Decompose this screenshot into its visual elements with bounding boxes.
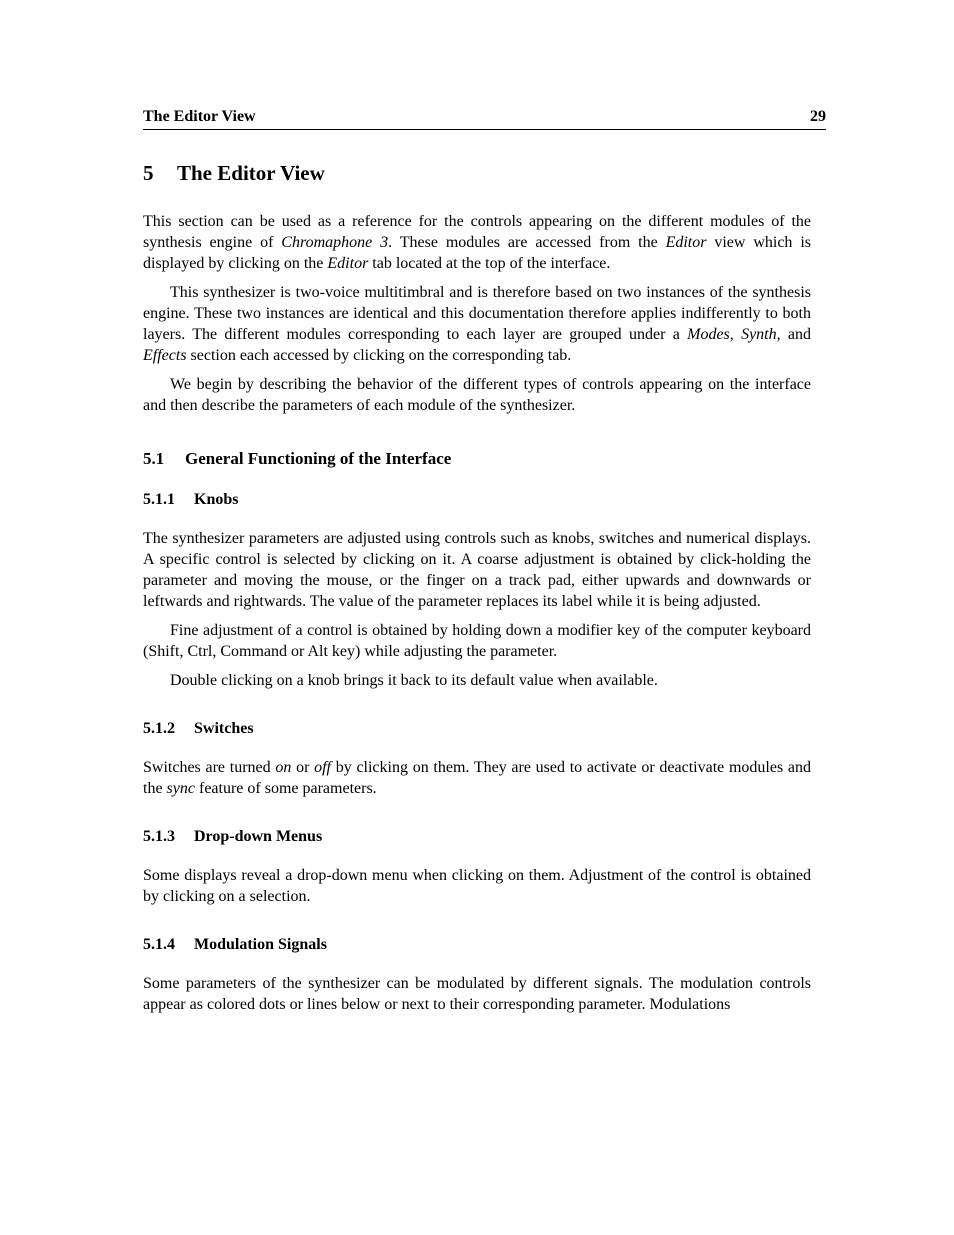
- intro-paragraph-2: This synthesizer is two-voice multitimbral and is therefore based on two instances of the synthesis engine. These two instances are identical and this documentation therefore applies indifferently to both layers. The different modules corresponding to each layer are grouped under a Modes, Synth, and Effects section each accessed by clicking on the corresponding tab.: [143, 284, 812, 364]
- dropdown-menus-paragraph: Some displays reveal a drop-down menu when clicking on them. Adjustment of the control is obtained by clicking on a selection.: [143, 867, 811, 905]
- knobs-heading: 5.1.1 Knobs: [143, 491, 239, 508]
- running-title: The Editor View: [143, 108, 256, 125]
- modulation-signals-paragraph: Some parameters of the synthesizer can be modulated by different signals. The modulation controls appear as colored dots or lines below or next to their corresponding parameter. Modulations: [143, 975, 811, 1013]
- switches-heading: 5.1.2 Switches: [143, 720, 254, 737]
- document-page: [143, 108, 826, 1015]
- subsection-heading: 5.1 General Functioning of the Interface: [143, 449, 452, 468]
- section-heading: 5 The Editor View: [143, 161, 325, 185]
- page-number: 29: [810, 108, 826, 125]
- dropdown-menus-heading: 5.1.3 Drop-down Menus: [143, 828, 323, 845]
- intro-paragraph-1: This section can be used as a reference for the controls appearing on the different modules of the synthesis engine of Chromaphone 3. These modules are accessed from the Editor view which is displayed by clicking on the Editor tab located at the top of the interface.: [143, 213, 811, 272]
- switches-paragraph: Switches are turned on or off by clicking on them. They are used to activate or deactivate modules and the sync feature of some parameters.: [143, 759, 811, 797]
- intro-paragraph-3: We begin by describing the behavior of the different types of controls appearing on the interface and then describe the parameters of each module of the synthesizer.: [143, 376, 811, 414]
- knobs-paragraph-2: Fine adjustment of a control is obtained by holding down a modifier key of the computer keyboard (Shift, Ctrl, Command or Alt key) while adjusting the parameter.: [143, 622, 811, 660]
- modulation-signals-heading: 5.1.4 Modulation Signals: [143, 936, 327, 953]
- page-header: [143, 108, 826, 130]
- knobs-paragraph-3: Double clicking on a knob brings it back to its default value when available.: [170, 672, 658, 689]
- knobs-paragraph-1: The synthesizer parameters are adjusted using controls such as knobs, switches and numerical displays. A specific control is selected by clicking on it. A coarse adjustment is obtained by click-holding the parameter and moving the mouse, or the finger on a track pad, either upwards and downwards or leftwards and rightwards. The value of the parameter replaces its label while it is being adjusted.: [143, 530, 811, 610]
